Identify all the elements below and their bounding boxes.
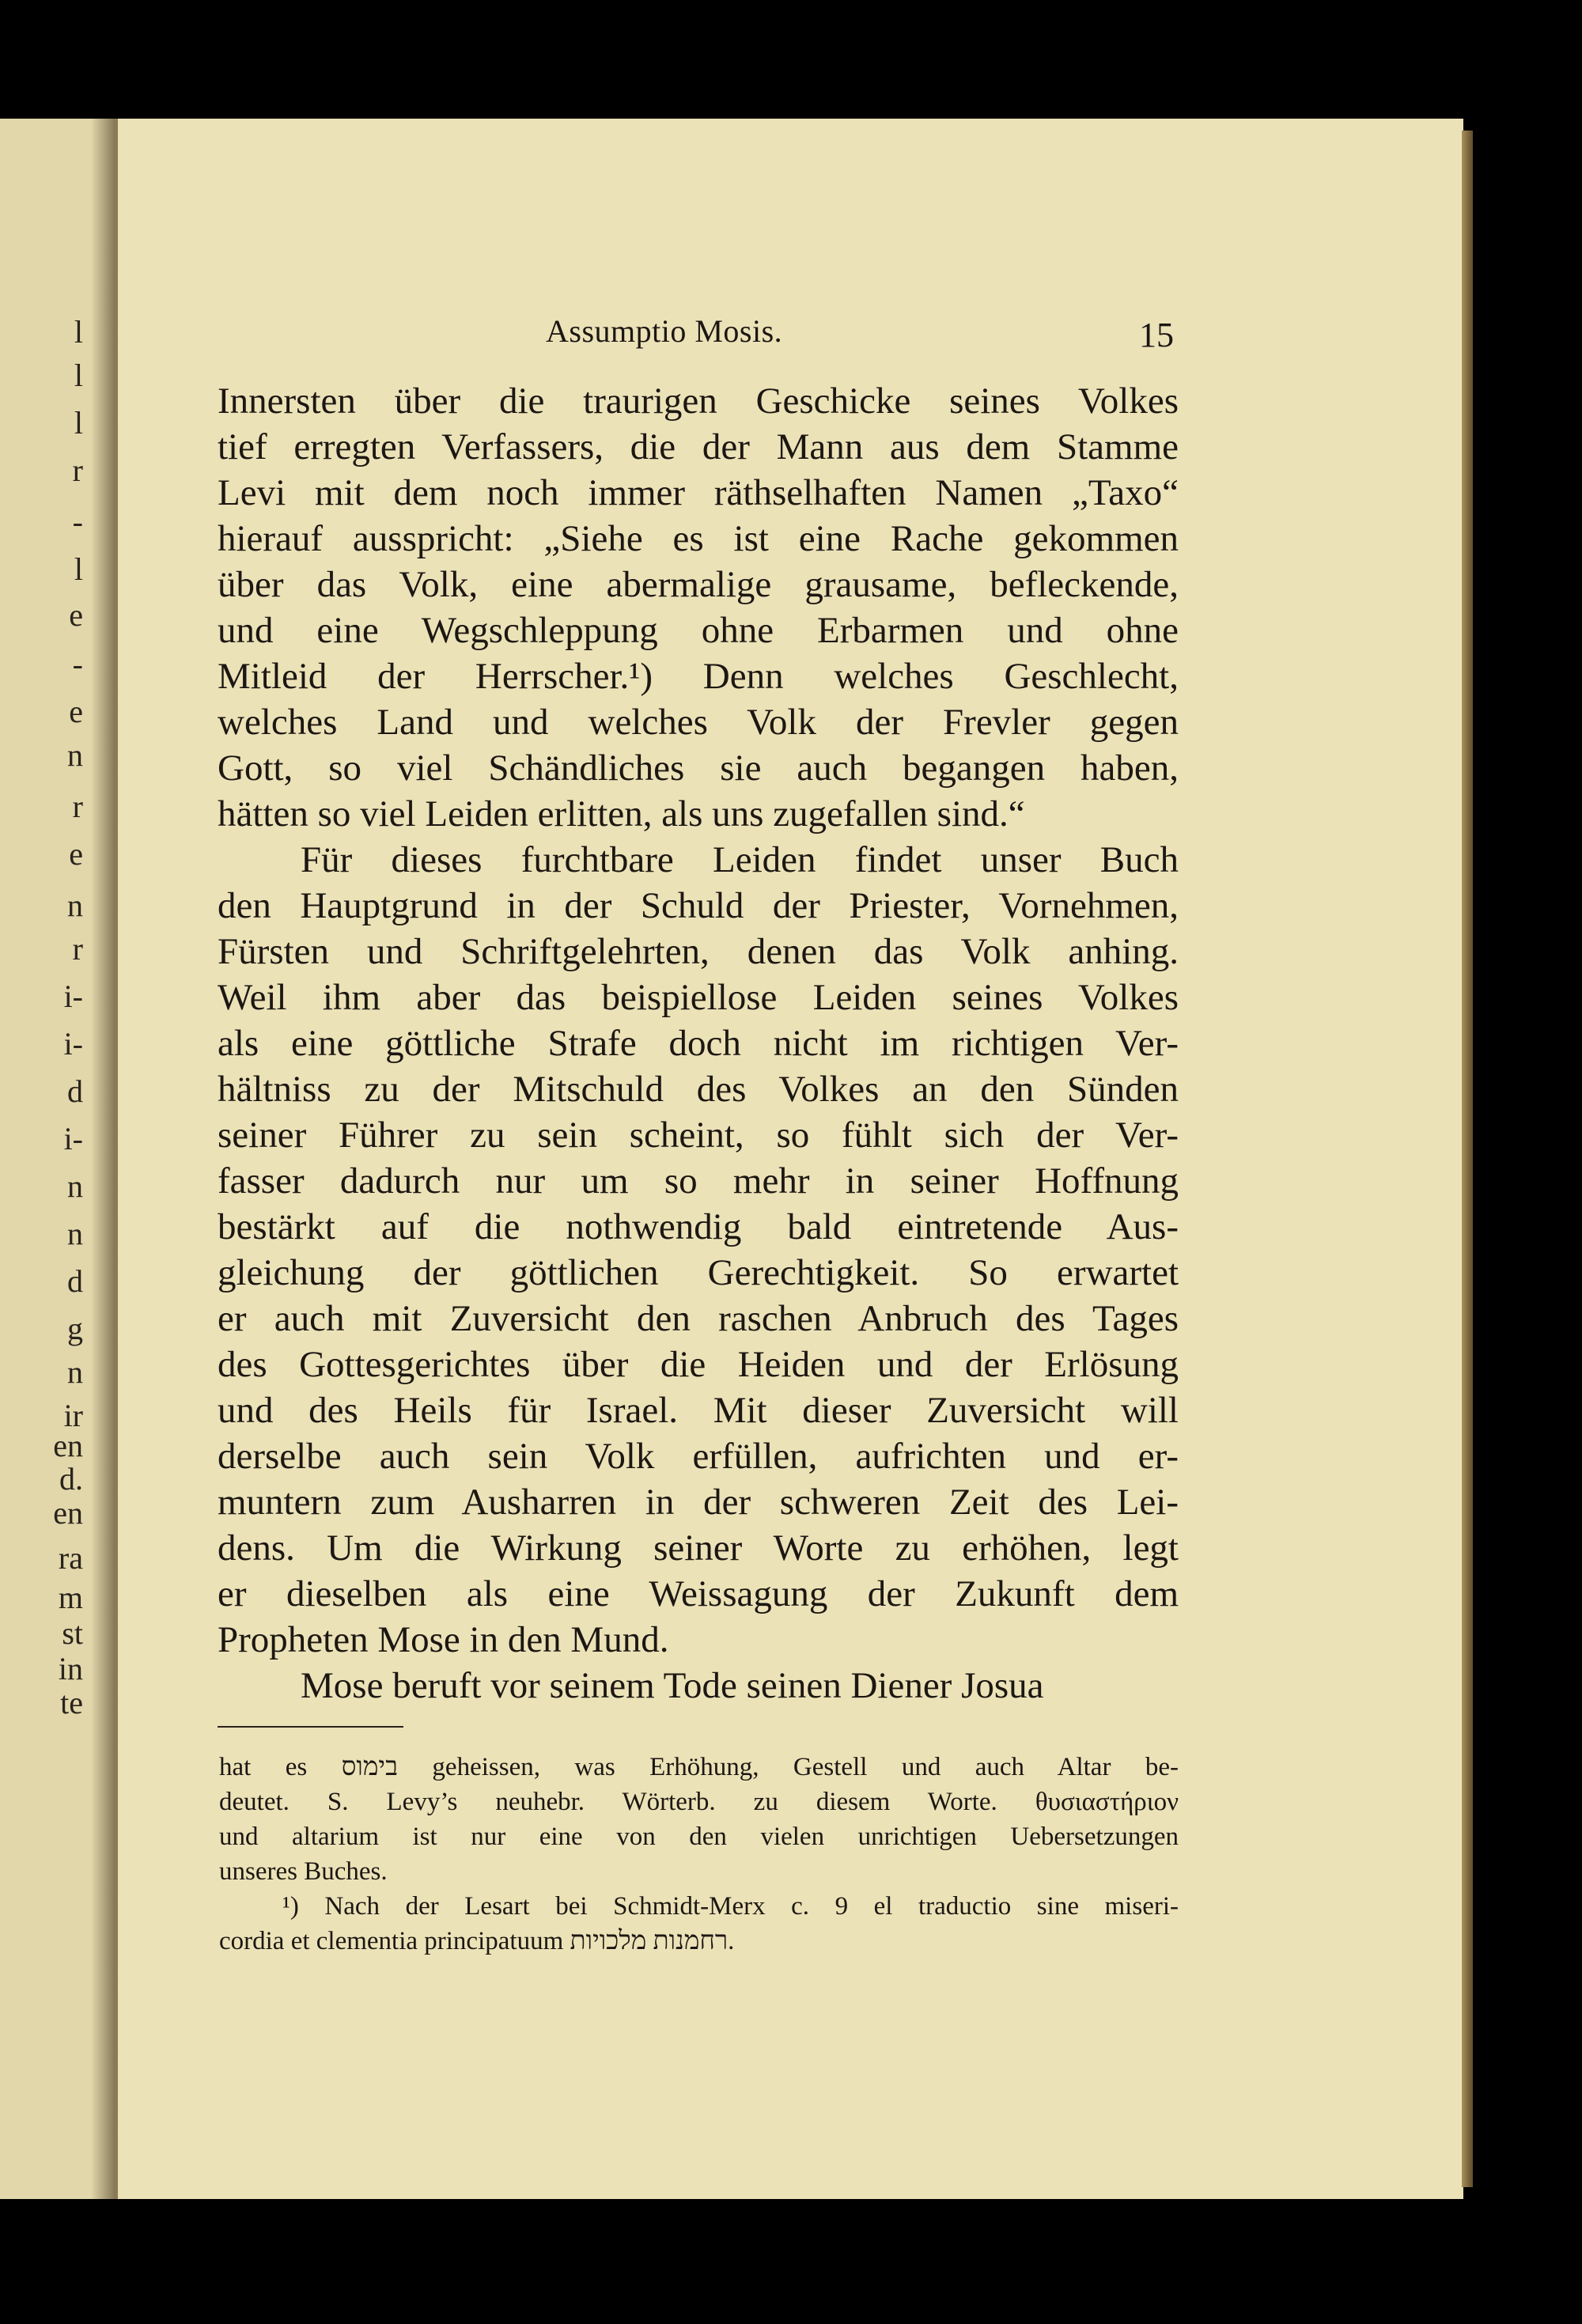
text-line: als eine göttliche Strafe doch nicht im richtigen Ver-: [218, 1023, 1179, 1064]
left-page-fragment: m: [58, 1580, 83, 1615]
text-line: tief erregten Verfassers, die der Mann aus dem Stamme: [218, 426, 1179, 467]
footnote-line: deutet. S. Levy’s neuhebr. Wörterb. zu diesem Worte. θυσιαστήριον: [219, 1788, 1179, 1816]
left-page-fragment: n: [67, 1216, 83, 1251]
left-page-fragment: d.: [59, 1461, 83, 1497]
running-header: Assumptio Mosis.: [546, 313, 783, 349]
text-line: Weil ihm aber das beispiellose Leiden seines Volkes: [218, 977, 1179, 1018]
text-line: Propheten Mose in den Mund.: [218, 1619, 669, 1660]
text-line: hierauf ausspricht: „Siehe es ist eine Rache gekommen: [218, 518, 1179, 559]
text-line: fasser dadurch nur um so mehr in seiner Hoffnung: [218, 1160, 1179, 1202]
left-page-fragment: en: [53, 1495, 83, 1531]
left-page-fragment: n: [67, 737, 83, 773]
text-line: Mose beruft vor seinem Tode seinen Diener Josua: [301, 1665, 1044, 1706]
text-line: hältniss zu der Mitschuld des Volkes an den Sünden: [218, 1069, 1179, 1110]
left-page-edge: [0, 119, 115, 2199]
text-line: hätten so viel Leiden erlitten, als uns zugefallen sind.“: [218, 793, 1025, 835]
left-page-fragment: l: [74, 405, 83, 441]
text-line: Für dieses furchtbare Leiden findet unser Buch: [301, 839, 1179, 880]
footnotes: [219, 1750, 1179, 1959]
left-page-fragment: -: [72, 646, 83, 682]
text-line: den Hauptgrund in der Schuld der Priester, Vornehmen,: [218, 885, 1179, 926]
left-page-fragment: l: [74, 551, 83, 587]
left-page-fragment: l: [74, 358, 83, 393]
text-line: Fürsten und Schriftgelehrten, denen das Volk anhing.: [218, 931, 1179, 972]
left-page-fragment: ir: [63, 1398, 83, 1433]
footnote-separator: [218, 1726, 403, 1728]
text-line: muntern zum Ausharren in der schweren Zeit des Lei-: [218, 1482, 1179, 1523]
footnote-line: und altarium ist nur eine von den vielen unrichtigen Uebersetzungen: [219, 1822, 1179, 1851]
text-line: er dieselben als eine Weissagung der Zukunft dem: [218, 1573, 1179, 1614]
left-page-fragment: n: [67, 888, 83, 923]
left-page-fragment: i-: [63, 1026, 83, 1062]
footnote-line: ¹) Nach der Lesart bei Schmidt-Merx c. 9 el traductio sine miseri-: [282, 1892, 1179, 1921]
text-line: Gott, so viel Schändliches sie auch begangen haben,: [218, 748, 1179, 789]
left-page-fragment: -: [72, 504, 83, 539]
left-page-fragment: d: [67, 1263, 83, 1299]
left-page-fragment: r: [72, 452, 83, 488]
text-line: Mitleid der Herrscher.¹) Denn welches Geschlecht,: [218, 656, 1179, 697]
left-page-fragment: g: [67, 1311, 83, 1346]
text-line: des Gottesgerichtes über die Heiden und der Erlösung: [218, 1344, 1179, 1385]
left-page-fragment: i-: [63, 1121, 83, 1156]
body-text: [218, 378, 1179, 1709]
left-page-fragment: n: [67, 1168, 83, 1204]
left-page-fragment: l: [74, 314, 83, 350]
left-page-fragment: te: [60, 1685, 83, 1720]
footnote-line: hat es בימוס geheissen, was Erhöhung, Gestell und auch Altar be-: [219, 1753, 1179, 1781]
text-line: dens. Um die Wirkung seiner Worte zu erhöhen, legt: [218, 1527, 1179, 1569]
page-number: 15: [1139, 316, 1174, 354]
text-line: über das Volk, eine abermalige grausame, befleckende,: [218, 564, 1179, 605]
left-page-fragment: r: [72, 789, 83, 824]
page-gutter-shadow: [91, 119, 115, 2199]
text-line: seiner Führer zu sein scheint, so fühlt sich der Ver-: [218, 1115, 1179, 1156]
left-page-fragment: i-: [63, 978, 83, 1014]
left-page-fragment: e: [69, 597, 83, 633]
text-line: er auch mit Zuversicht den raschen Anbruch des Tages: [218, 1298, 1179, 1339]
left-page-fragment: ra: [58, 1540, 83, 1576]
footnote-line: unseres Buches.: [219, 1857, 388, 1886]
text-line: Innersten über die traurigen Geschicke seines Volkes: [218, 380, 1179, 422]
text-line: und eine Wegschleppung ohne Erbarmen und ohne: [218, 610, 1179, 651]
left-page-fragment: e: [69, 836, 83, 872]
left-page-fragment: en: [53, 1428, 83, 1463]
text-line: Levi mit dem noch immer räthselhaften Namen „Taxo“: [218, 472, 1179, 513]
footnote-line: cordia et clementia principatuum רחמנות מלכויות.: [219, 1927, 735, 1955]
page-edge-stack: [1462, 131, 1473, 2187]
text-line: und des Heils für Israel. Mit dieser Zuversicht will: [218, 1390, 1179, 1431]
left-page-fragment: in: [58, 1651, 83, 1686]
left-page-fragment: st: [62, 1615, 83, 1651]
text-line: derselbe auch sein Volk erfüllen, aufrichten und er-: [218, 1436, 1179, 1477]
left-page-fragment: r: [72, 931, 83, 967]
left-page-fragment: e: [69, 694, 83, 729]
text-line: welches Land und welches Volk der Frevler gegen: [218, 702, 1179, 743]
text-line: gleichung der göttlichen Gerechtigkeit. So erwartet: [218, 1252, 1179, 1293]
left-page-fragment: d: [67, 1073, 83, 1109]
text-line: bestärkt auf die nothwendig bald eintretende Aus-: [218, 1206, 1179, 1247]
left-page-fragment: n: [67, 1354, 83, 1390]
